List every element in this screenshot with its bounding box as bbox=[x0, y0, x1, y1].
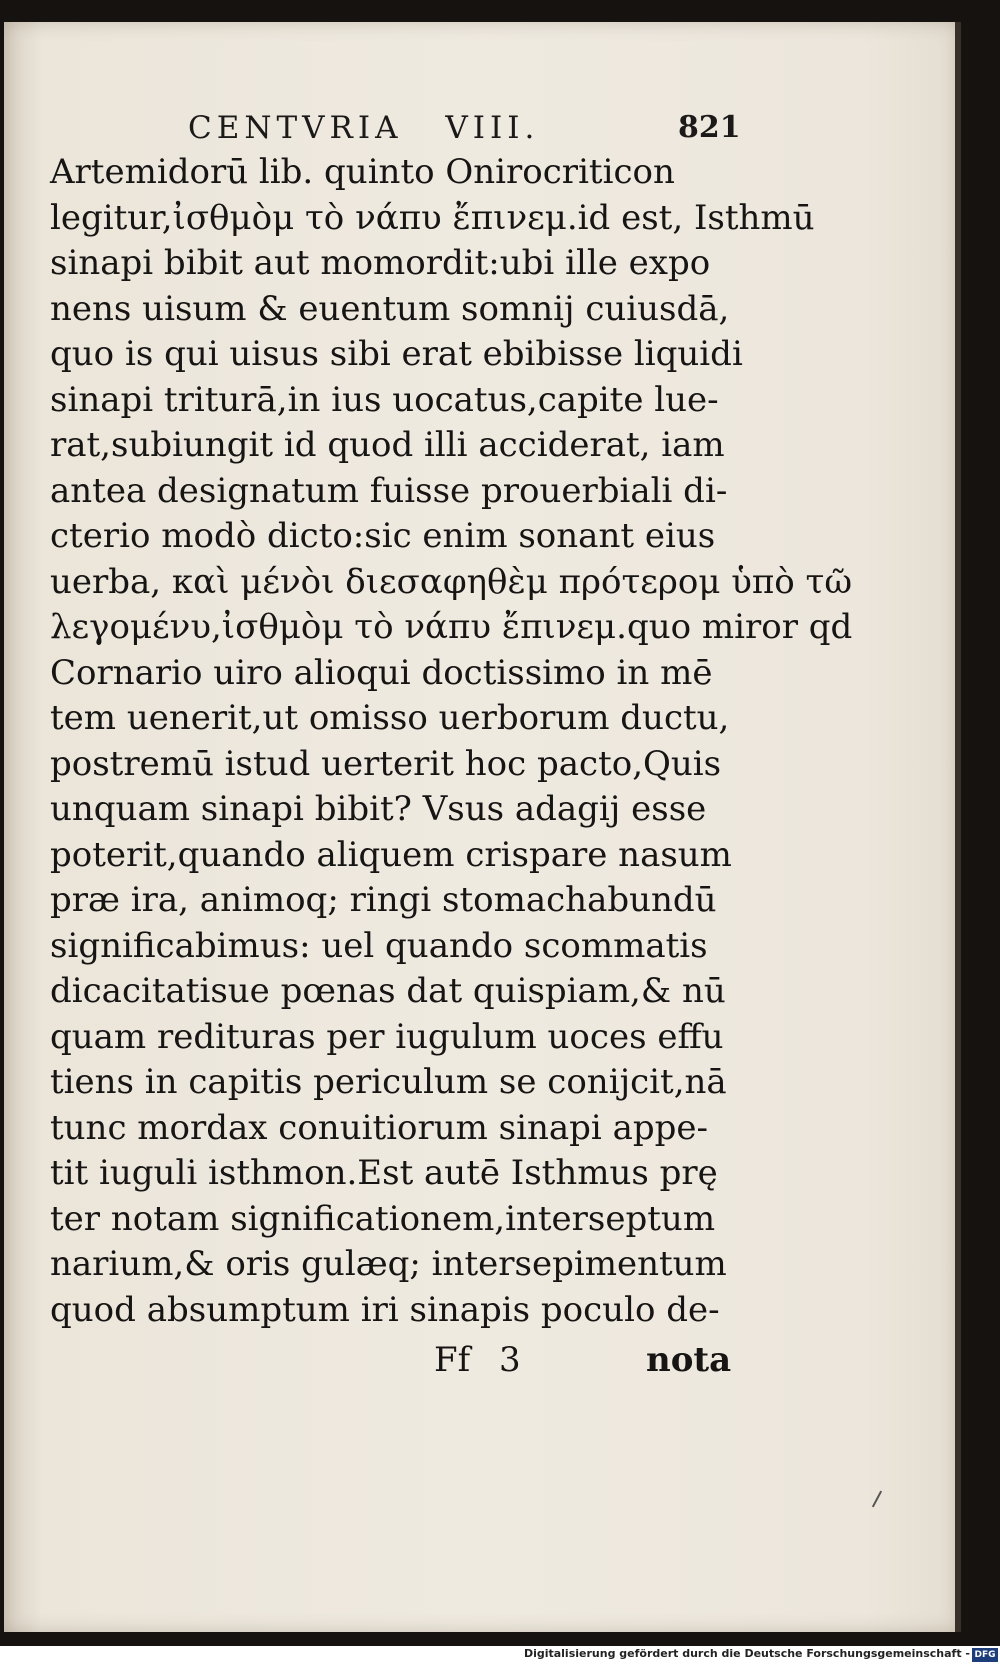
text-line: legitur,ἰσθμὸμ τὸ νάπυ ἔπινεμ.id est, Isthmū bbox=[50, 197, 815, 238]
text-line: sinapi bibit aut momordit:ubi ille expo bbox=[50, 243, 711, 283]
text-line: Cornario uiro alioqui doctissimo in mē bbox=[50, 652, 713, 693]
text-line: antea designatum fuisse prouerbiali di- bbox=[50, 470, 728, 511]
text-line: uerba, καὶ μένὸι διεσαφηθὲμ πρότερομ ὑπὸ τῶ bbox=[50, 561, 853, 602]
credit-bar bbox=[0, 1646, 1000, 1664]
page-footer bbox=[50, 1340, 740, 1390]
text-line: nens uisum & euentum somnij cuiusdā, bbox=[50, 288, 730, 329]
text-line: unquam sinapi bibit? Vsus adagij esse bbox=[50, 789, 707, 829]
page-header bbox=[50, 88, 740, 148]
text-line: quod absumptum iri sinapis poculo de- bbox=[50, 1289, 720, 1330]
text-line: cterio modò dicto:sic enim sonant eius bbox=[50, 516, 716, 556]
text-line: tit iuguli isthmon.Est autē Isthmus prę bbox=[50, 1153, 718, 1193]
signature-mark: Ff 3 bbox=[434, 1340, 521, 1380]
text-line: postremū istud uerterit hoc pacto,Quis bbox=[50, 743, 722, 784]
text-line: præ ira, animoq; ringi stomachabundū bbox=[50, 880, 717, 920]
running-title: CENTVRIA VIII. bbox=[188, 110, 540, 146]
page-edge bbox=[955, 22, 961, 1632]
body-text bbox=[50, 150, 853, 1333]
text-line: tunc mordax conuitiorum sinapi appe- bbox=[50, 1107, 709, 1148]
text-line: tem uenerit,ut omisso uerborum ductu, bbox=[50, 698, 730, 738]
credit-text: Digitalisierung gefördert durch die Deutsche Forschungsgemeinschaft - bbox=[523, 1647, 970, 1660]
catchword: nota bbox=[646, 1340, 732, 1380]
text-line: Artemidorū lib. quinto Onirocriticon bbox=[50, 152, 675, 192]
text-line: quo is qui uisus sibi erat ebibisse liquidi bbox=[50, 334, 743, 374]
text-line: narium,& oris gulæq; intersepimentum bbox=[50, 1244, 727, 1284]
text-line: quam redituras per iugulum uoces effu bbox=[50, 1016, 724, 1057]
text-line: ter notam significationem,interseptum bbox=[50, 1198, 716, 1239]
text-line: poterit,quando aliquem crispare nasum bbox=[50, 834, 732, 875]
text-line: rat,subiungit id quod illi acciderat, iam bbox=[50, 425, 725, 465]
text-line: dicacitatisue pœnas dat quispiam,& nū bbox=[50, 971, 726, 1011]
text-line: significabimus: uel quando scommatis bbox=[50, 925, 708, 966]
text-line: λεγομένυ,ἰσθμὸμ τὸ νάπυ ἔπινεμ.quo miror qd bbox=[50, 607, 853, 647]
text-line: tiens in capitis periculum se conijcit,nā bbox=[50, 1062, 727, 1102]
page-number: 821 bbox=[678, 110, 741, 145]
dfg-logo: DFG bbox=[972, 1648, 998, 1662]
text-line: sinapi triturā,in ius uocatus,capite lue- bbox=[50, 379, 719, 420]
